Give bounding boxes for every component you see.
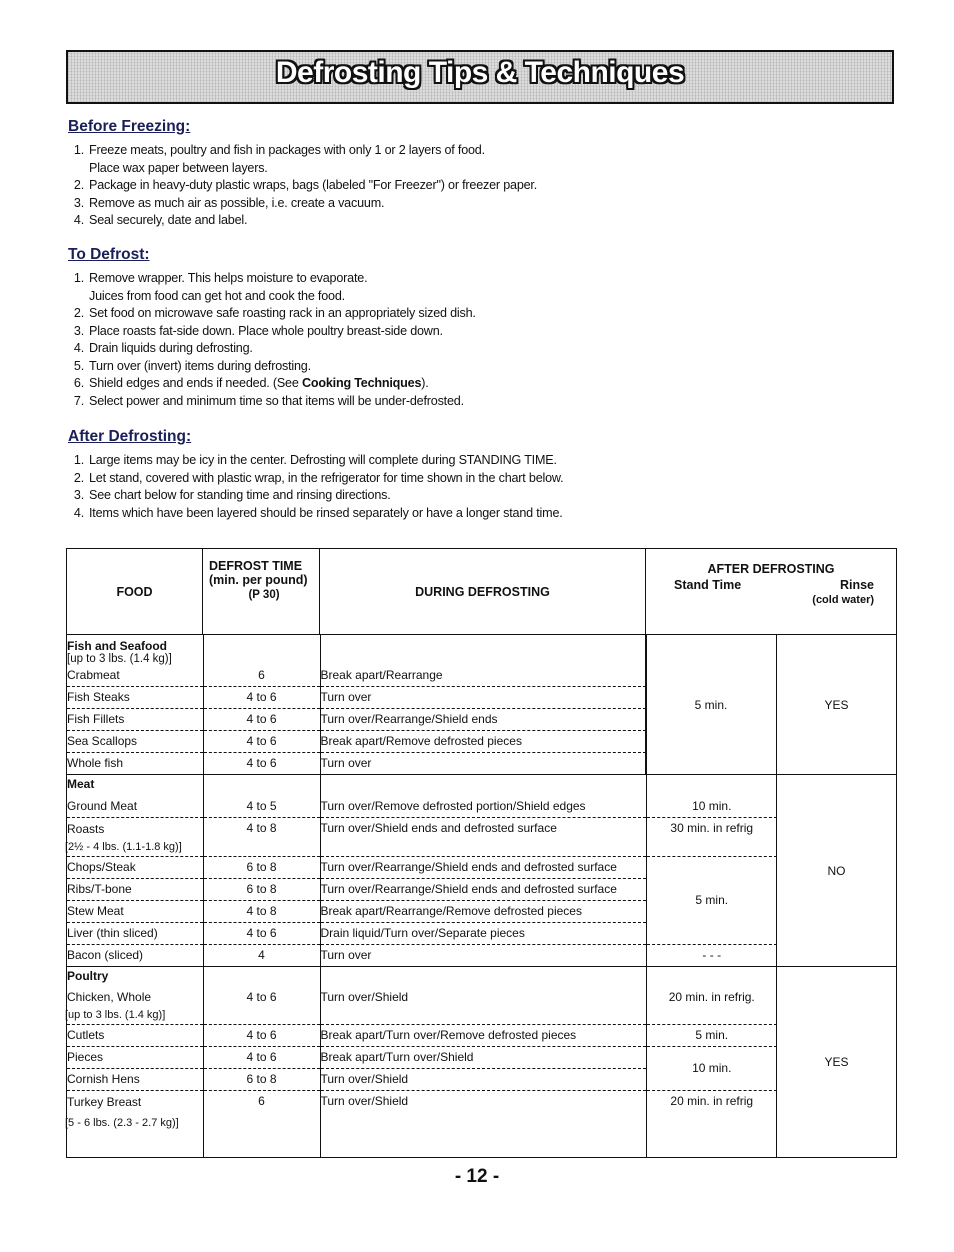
table-row: Sea Scallops 4 to 6 Break apart/Remove defrosted pieces <box>67 731 646 753</box>
header-rinse-sub: (cold water) <box>812 594 875 606</box>
table-row: Liver (thin sliced) 4 to 6 Drain liquid/Turn over/Separate pieces <box>67 923 777 945</box>
before-freezing-section <box>68 118 888 230</box>
list-item: 3. Place roasts fat-side down. Place whole poultry breast-side down. <box>73 323 443 338</box>
list-item: 2. Set food on microwave safe roasting rack in an appropriately sized dish. <box>73 306 476 320</box>
table-row: Crabmeat 6 Break apart/Rearrange <box>67 665 646 687</box>
table-row: Ribs/T-bone 6 to 8 Turn over/Rearrange/Shield ends and defrosted surface <box>67 879 777 901</box>
table-row: Pieces 4 to 6 Break apart/Turn over/Shield 10 min. <box>67 1047 777 1069</box>
fish-group <box>67 635 897 775</box>
header-during-defrosting: DURING DEFROSTING <box>320 549 646 635</box>
to-defrost-heading: To Defrost: <box>68 246 150 263</box>
after-defrosting-section <box>68 428 888 522</box>
poultry-group-name: Poultry <box>67 969 109 983</box>
meat-group-name: Meat <box>67 777 95 791</box>
header-food: FOOD <box>67 549 203 635</box>
header-defrost-time: DEFROST TIME (min. per pound) (P 30) <box>203 549 320 635</box>
list-item: 2. Package in heavy-duty plastic wraps, bags (labeled "For Freezer") or freezer paper. <box>73 178 538 192</box>
poultry-group <box>67 967 897 1158</box>
list-item: 4. Seal securely, date and label. <box>73 213 248 227</box>
table-row: Ground Meat 4 to 5 Turn over/Remove defrosted portion/Shield edges 10 min. <box>67 796 777 818</box>
table-row: Chicken, Whole [up to 3 lbs. (1.4 kg)] 4 to 6 Turn over/Shield 20 min. in refrig. <box>67 987 777 1025</box>
table-row: Stew Meat 4 to 8 Break apart/Rearrange/Remove defrosted pieces <box>67 901 777 923</box>
poultry-rinse: YES <box>777 967 897 1158</box>
title-banner <box>66 50 894 104</box>
poultry-stand-group: 10 min. <box>646 1047 777 1091</box>
list-item: 3. Remove as much air as possible, i.e. create a vacuum. <box>73 195 385 210</box>
page-number: - 12 - <box>454 1166 500 1187</box>
page-title: Defrosting Tips & Techniques <box>275 56 685 89</box>
to-defrost-section <box>68 246 888 410</box>
table-row: Fish Fillets 4 to 6 Turn over/Rearrange/Shield ends <box>67 709 646 731</box>
list-item: 2. Let stand, covered with plastic wrap, in the refrigerator for time shown in the chart below. <box>73 470 564 485</box>
fish-group-name: Fish and Seafood <box>67 639 168 653</box>
after-defrosting-heading: After Defrosting: <box>68 428 192 445</box>
table-row: Bacon (sliced) 4 Turn over - - - <box>67 945 777 967</box>
cooking-techniques-ref: Cooking Techniques <box>301 376 422 390</box>
meat-group <box>67 775 897 967</box>
header-stand-time: Stand Time <box>674 578 742 592</box>
list-item: 4. Drain liquids during defrosting. <box>73 341 253 355</box>
meat-rinse: NO <box>777 775 897 967</box>
list-item: 5. Turn over (invert) items during defrosting. <box>73 358 311 373</box>
table-row: Roasts [2½ - 4 lbs. (1.1-1.8 kg)] 4 to 8 Turn over/Shield ends and defrosted surface 30 min. in refrig <box>67 818 777 857</box>
header-after-defrosting: AFTER DEFROSTING Stand Time Rinse (cold water) <box>646 549 897 635</box>
list-item: 6. Shield edges and ends if needed. (See Cooking Techniques). <box>73 376 429 390</box>
defrost-chart-table <box>66 548 897 1158</box>
list-item: 1. Large items may be icy in the center. Defrosting will complete during STANDING TIME. <box>73 453 557 467</box>
list-item: 7. Select power and minimum time so that items will be under-defrosted. <box>73 393 464 408</box>
fish-rinse: YES <box>777 635 897 775</box>
table-row: Whole fish 4 to 6 Turn over <box>67 753 646 775</box>
before-freezing-heading: Before Freezing: <box>68 118 191 135</box>
meat-stand-group: 5 min. <box>646 857 777 945</box>
table-header-row <box>67 549 897 635</box>
table-row: Chops/Steak 6 to 8 Turn over/Rearrange/Shield ends and defrosted surface 5 min. <box>67 857 777 879</box>
table-row: Cornish Hens 6 to 8 Turn over/Shield <box>67 1069 777 1091</box>
fish-group-sub: [up to 3 lbs. (1.4 kg)] <box>67 653 172 665</box>
header-rinse: Rinse <box>839 578 875 592</box>
table-row: Cutlets 4 to 6 Break apart/Turn over/Remove defrosted pieces 5 min. <box>67 1025 777 1047</box>
list-item: 1. Remove wrapper. This helps moisture to evaporate. Juices from food can get hot and cook the food. <box>73 271 368 303</box>
fish-stand-time: 5 min. <box>646 635 777 775</box>
table-row: Fish Steaks 4 to 6 Turn over <box>67 687 646 709</box>
list-item: 1. Freeze meats, poultry and fish in packages with only 1 or 2 layers of food. Place wax paper between layers. <box>73 143 485 175</box>
table-row: Turkey Breast [5 - 6 lbs. (2.3 - 2.7 kg)] 6 Turn over/Shield 20 min. in refrig <box>67 1091 777 1157</box>
list-item: 3. See chart below for standing time and rinsing directions. <box>73 488 391 502</box>
list-item: 4. Items which have been layered should be rinsed separately or have a longer stand time. <box>73 505 563 520</box>
